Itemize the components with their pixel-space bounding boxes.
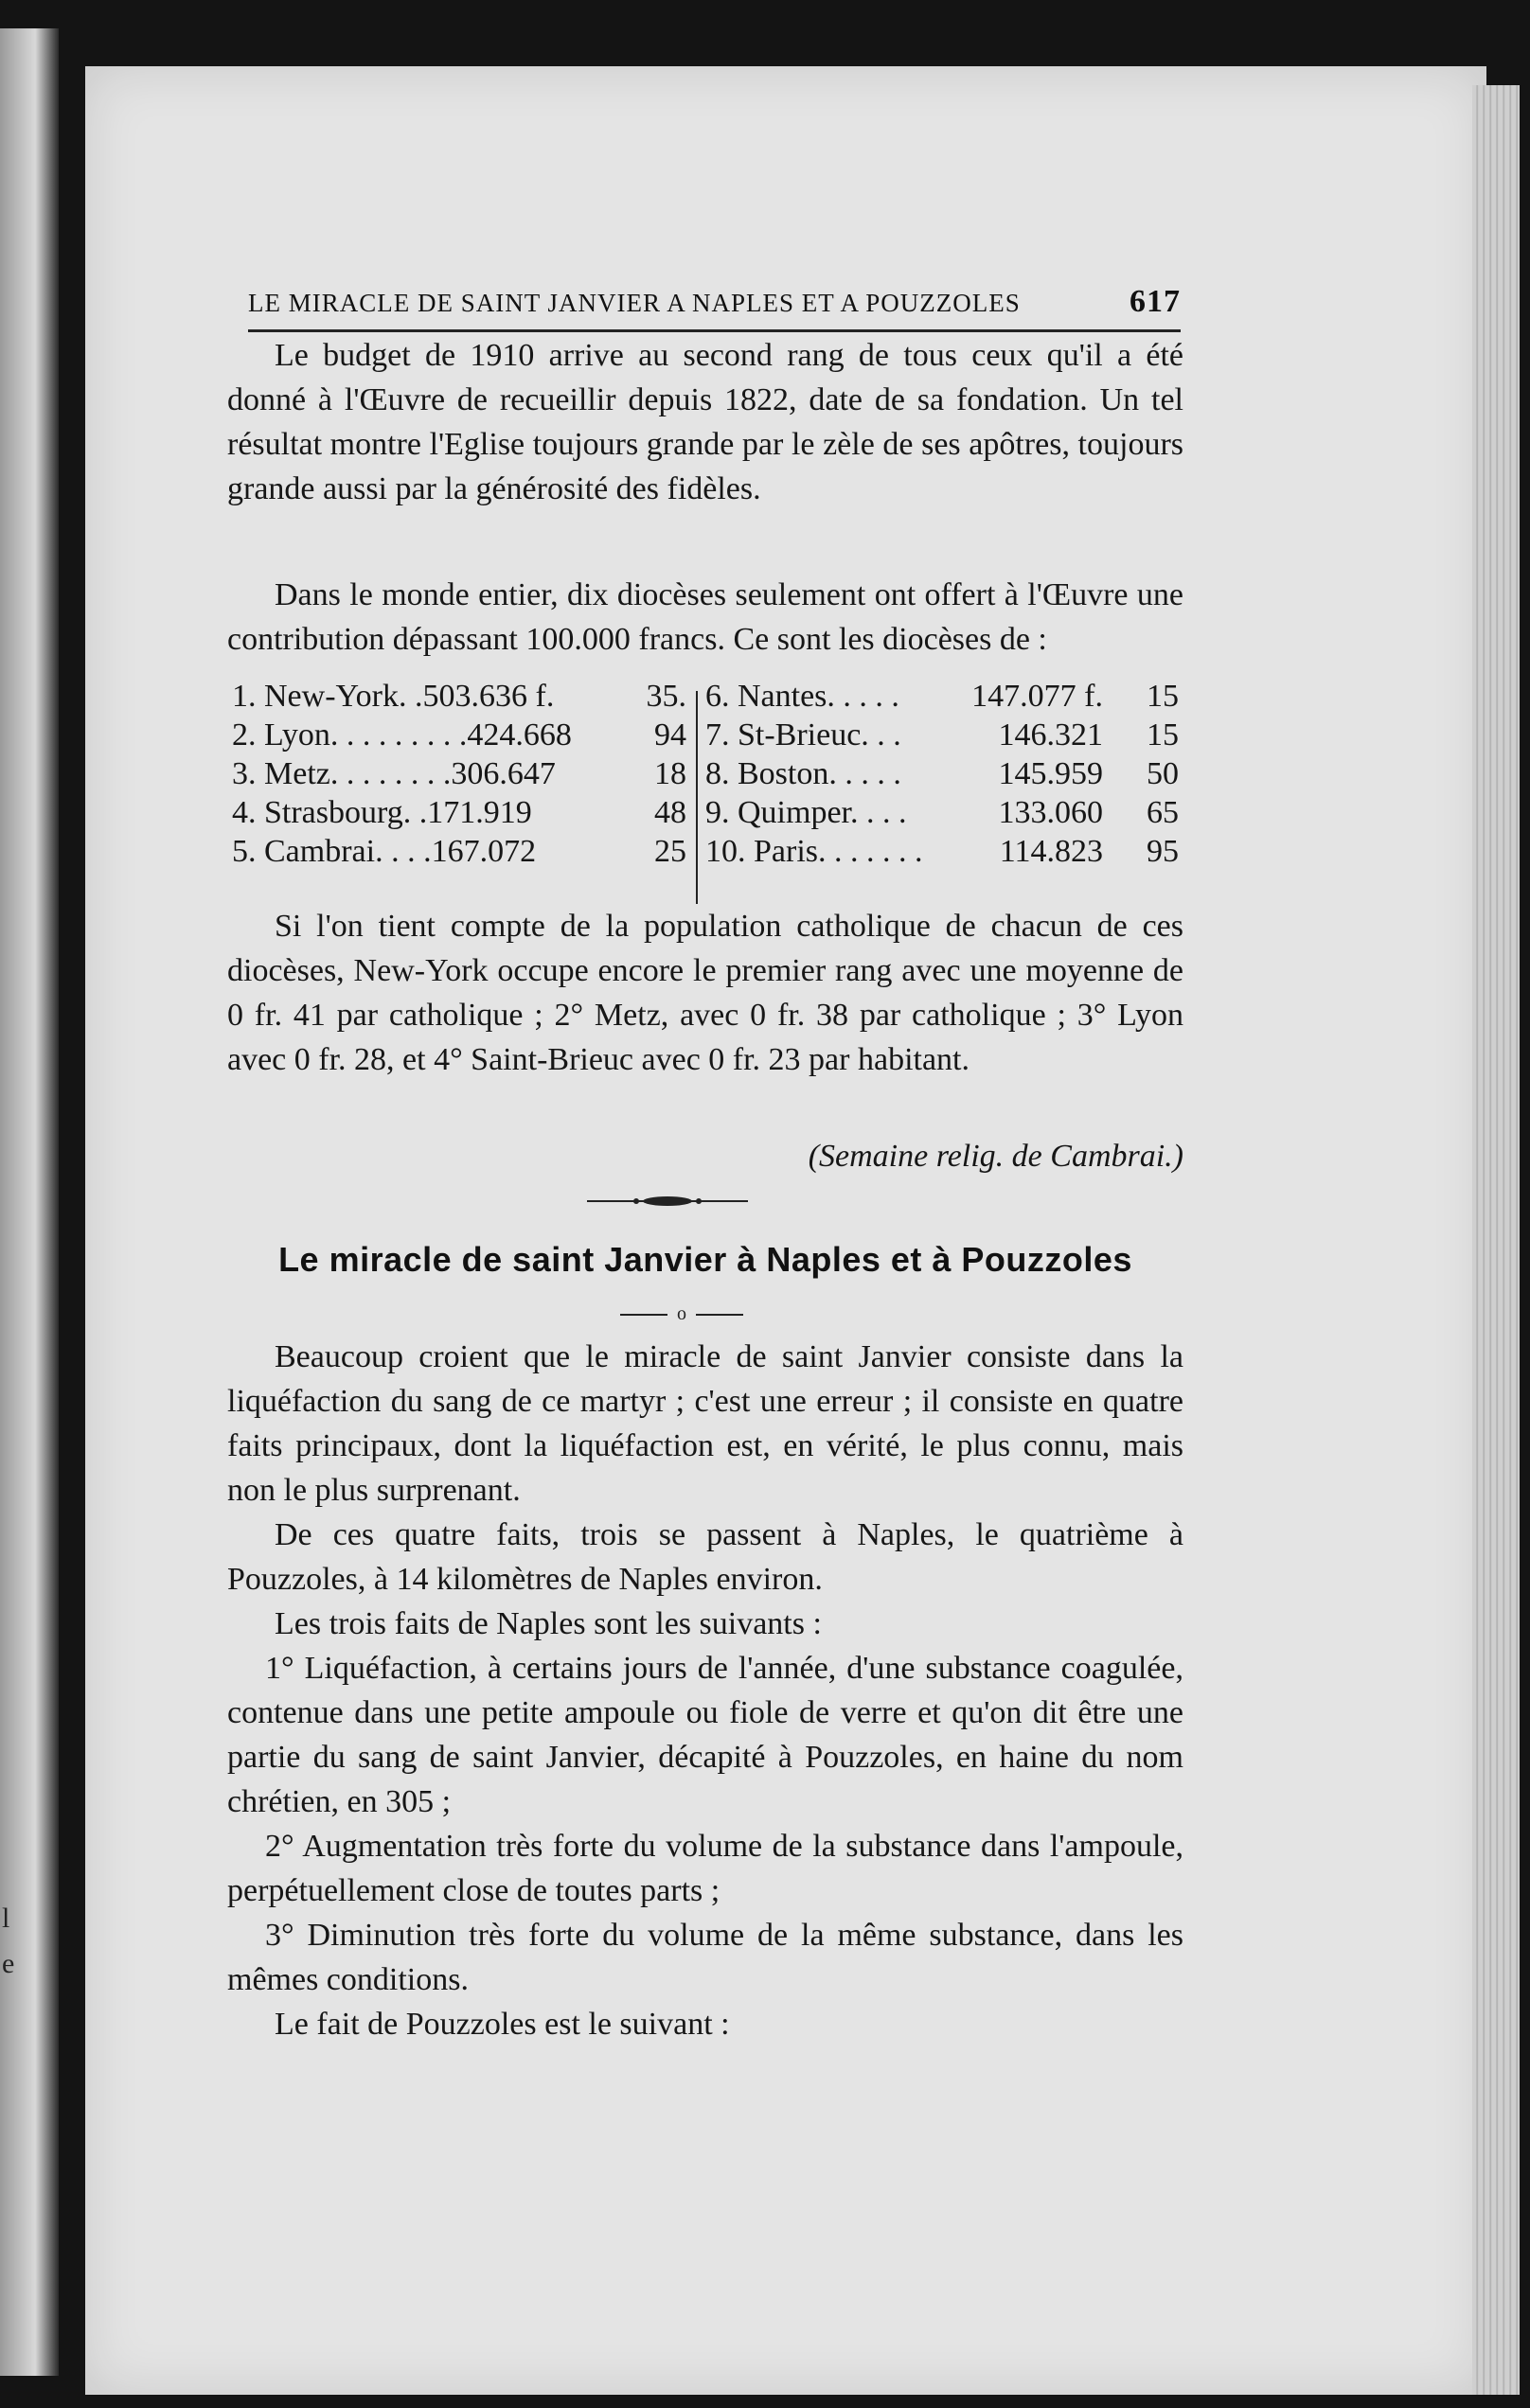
dioceses-column-left bbox=[232, 677, 686, 871]
section-title: Le miracle de saint Janvier à Naples et à Pouzzoles bbox=[278, 1240, 1132, 1279]
dioceses-table bbox=[232, 677, 1179, 909]
diocese-entry: 1. New-York. .503.636 f. bbox=[232, 679, 555, 714]
diocese-entry: 10. Paris. . . . . . . bbox=[705, 834, 923, 869]
diocese-entry: 9. Quimper. . . . bbox=[705, 795, 907, 830]
small-rule-divider: o bbox=[620, 1304, 743, 1323]
diocese-value: 50 bbox=[1147, 756, 1179, 791]
diocese-amount: 145.959 bbox=[998, 756, 1103, 791]
paragraph: De ces quatre faits, trois se passent à Naples, le quatrième à Pouzzoles, à 14 kilomètres de Naples environ. bbox=[227, 1517, 1183, 1597]
diocese-entry: 5. Cambrai. . . .167.072 bbox=[232, 834, 537, 869]
diocese-value: 15 bbox=[1147, 679, 1179, 714]
page-number: 617 bbox=[1130, 284, 1181, 319]
table-row bbox=[232, 716, 686, 754]
diocese-amount: 133.060 bbox=[998, 795, 1103, 830]
table-row bbox=[232, 754, 686, 793]
diocese-value: 48 bbox=[654, 795, 686, 830]
diocese-entry: 6. Nantes. . . . . bbox=[705, 679, 899, 714]
diocese-entry: 2. Lyon. . . . . . . . .424.668 bbox=[232, 717, 572, 752]
miracle-section-body bbox=[227, 1335, 1183, 2046]
diocese-value: 95 bbox=[1147, 834, 1179, 869]
dioceses-column-right bbox=[705, 677, 1179, 871]
paragraph: Le budget de 1910 arrive au second rang de tous ceux qu'il a été donné à l'Œuvre de recueillir depuis 1822, date de sa fondation. Un tel résultat montre l'Eglise toujours grande par le zèle de ses apôtres, toujours grande aussi par la générosité des fidèles. bbox=[227, 338, 1183, 506]
diocese-entry: 3. Metz. . . . . . . .306.647 bbox=[232, 756, 556, 791]
paragraph: Les trois faits de Naples sont les suivants : bbox=[275, 1606, 822, 1641]
paragraph: Dans le monde entier, dix diocèses seulement ont offert à l'Œuvre une contribution dépassant 100.000 francs. Ce sont les diocèses de : bbox=[227, 577, 1183, 657]
diocese-value: 18 bbox=[654, 756, 686, 791]
running-head-title: LE MIRACLE DE SAINT JANVIER A NAPLES ET A POUZZOLES bbox=[248, 289, 1021, 317]
list-item: 2° Augmentation très forte du volume de la substance dans l'ampoule, perpétuellement close de toutes parts ; bbox=[227, 1829, 1183, 1908]
table-row bbox=[705, 754, 1179, 793]
facing-page-letter: l bbox=[2, 1903, 10, 1934]
table-row bbox=[232, 832, 686, 871]
diocese-entry: 8. Boston. . . . . bbox=[705, 756, 901, 791]
diocese-amount: 147.077 f. bbox=[971, 679, 1103, 714]
diocese-amount: 146.321 bbox=[998, 717, 1103, 752]
intro-paragraphs bbox=[227, 333, 1183, 511]
paragraph: Le fait de Pouzzoles est le suivant : bbox=[275, 2007, 730, 2042]
running-head bbox=[248, 284, 1181, 332]
table-row bbox=[705, 832, 1179, 871]
diocese-value: 35. bbox=[646, 679, 686, 714]
diocese-entry: 7. St-Brieuc. . . bbox=[705, 717, 901, 752]
paragraph: Si l'on tient compte de la population catholique de chacun de ces diocèses, New-York occupe encore le premier rang avec une moyenne de 0 fr. 41 par catholique ; 2° Metz, avec 0 fr. 38 par catholique ; 3° Lyon avec 0 fr. 28, et 4° Saint-Brieuc avec 0 fr. 23 par habitant. bbox=[227, 909, 1183, 1077]
diocese-entry: 4. Strasbourg. .171.919 bbox=[232, 795, 532, 830]
source-attribution: (Semaine relig. de Cambrai.) bbox=[808, 1139, 1183, 1174]
list-item: 3° Diminution très forte du volume de la même substance, dans les mêmes conditions. bbox=[227, 1918, 1183, 1997]
table-row bbox=[232, 677, 686, 716]
dioceses-intro bbox=[227, 573, 1183, 662]
table-row bbox=[232, 793, 686, 832]
column-divider bbox=[696, 691, 698, 904]
attribution-block bbox=[227, 1134, 1183, 1178]
diocese-amount: 114.823 bbox=[999, 834, 1103, 869]
ornament-divider bbox=[587, 1195, 748, 1208]
diocese-value: 65 bbox=[1147, 795, 1179, 830]
table-row bbox=[705, 677, 1179, 716]
page-stack-edge bbox=[1472, 85, 1520, 2395]
list-item: 1° Liquéfaction, à certains jours de l'année, d'une substance coagulée, contenue dans une petite ampoule ou fiole de verre et qu'on dit être une partie du sang de saint Janvier, décapité à Pouzzoles, en haine du nom chrétien, en 305 ; bbox=[227, 1651, 1183, 1819]
diocese-value: 15 bbox=[1147, 717, 1179, 752]
table-row bbox=[705, 793, 1179, 832]
population-paragraph bbox=[227, 904, 1183, 1082]
facing-page-edge bbox=[0, 28, 59, 2376]
paragraph: Beaucoup croient que le miracle de saint Janvier consiste dans la liquéfaction du sang de ce martyr ; c'est une erreur ; il consiste en quatre faits principaux, dont la liquéfaction est, en vérité, le plus connu, mais non le plus surprenant. bbox=[227, 1339, 1183, 1508]
table-row bbox=[705, 716, 1179, 754]
diocese-value: 25 bbox=[654, 834, 686, 869]
diocese-value: 94 bbox=[654, 717, 686, 752]
facing-page-letter: e bbox=[2, 1948, 15, 1979]
